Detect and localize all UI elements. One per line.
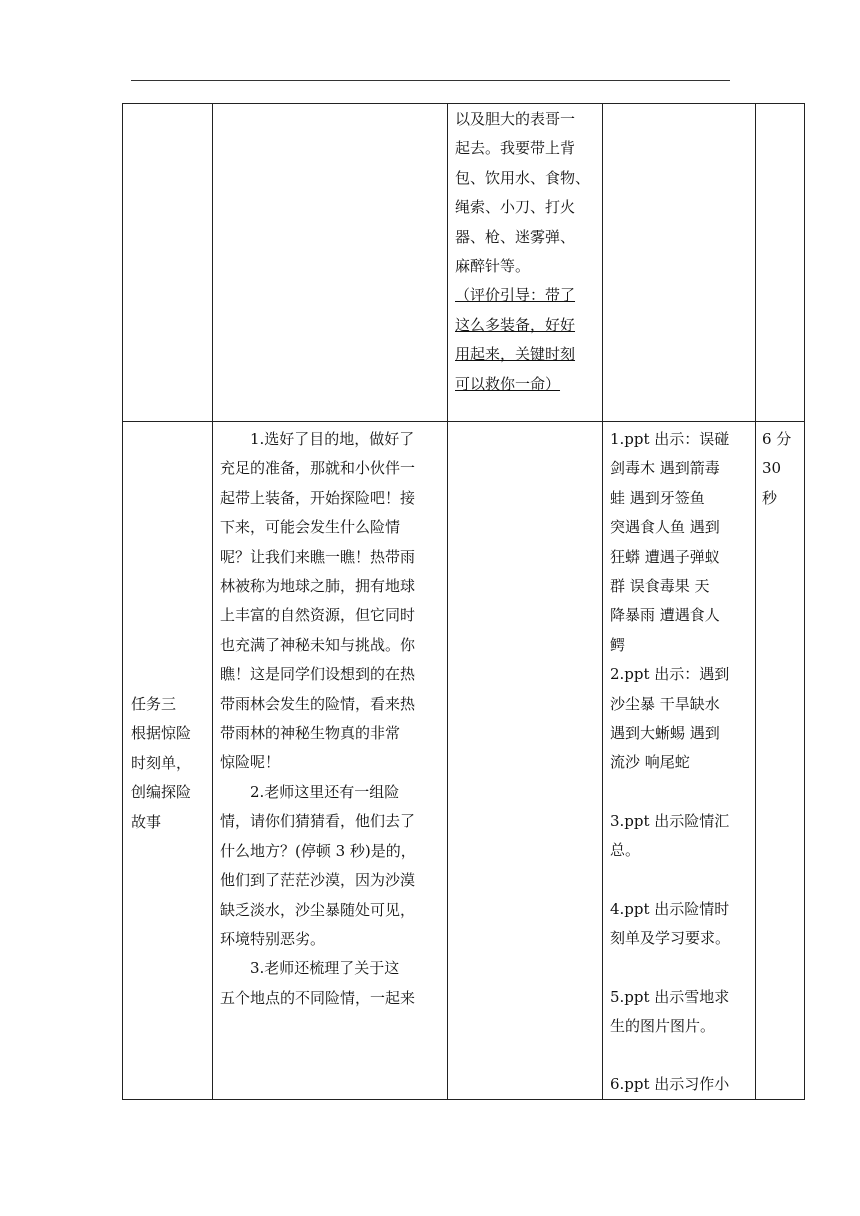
- teacher-paragraph: [220, 778, 442, 954]
- paragraph-line: 带雨林的神秘生物真的非常: [220, 724, 401, 743]
- content-line: 以及胆大的表哥一: [455, 110, 576, 128]
- media-line: 生的图片图片。: [610, 1016, 716, 1035]
- task-line: 任务三: [131, 695, 177, 713]
- media-line: 1.ppt 出示：误碰: [610, 430, 730, 448]
- media-line: 降暴雨 遭遇食人: [610, 606, 720, 625]
- media-line: 鳄: [610, 635, 626, 654]
- evaluation-line: （评价引导：带了: [455, 286, 576, 305]
- paragraph-line: 瞧！这是同学们设想到的在热: [220, 665, 416, 684]
- media-line: 沙尘暴 干旱缺水: [610, 694, 720, 713]
- media-line: 流沙 响尾蛇: [610, 753, 690, 772]
- paragraph-line: 情，请你们猜猜看，他们去了: [220, 812, 416, 831]
- evaluation-line: 可以救你一命）: [455, 374, 561, 393]
- media-line: 狂蟒 遭遇子弹蚁: [610, 547, 720, 566]
- media-line: 总。: [610, 841, 641, 860]
- media-line: 6.ppt 出示习作小: [610, 1075, 730, 1094]
- teacher-paragraph: [220, 425, 442, 778]
- table-border: [755, 103, 756, 1100]
- task-line: 时刻单，: [131, 753, 192, 772]
- spacer: [610, 778, 750, 807]
- paragraph-line: 他们到了茫茫沙漠，因为沙漠: [220, 871, 416, 890]
- table-border: [122, 103, 804, 104]
- paragraph-line: 什么地方？(停顿 3 秒)是的，: [220, 841, 416, 860]
- media-line: 4.ppt 出示险情时: [610, 899, 730, 918]
- table-border: [804, 103, 805, 1100]
- media-line: 突遇食人鱼 遇到: [610, 518, 720, 537]
- content-line: 麻醉针等。: [455, 257, 531, 276]
- table-border: [122, 103, 123, 1100]
- spacer: [610, 1041, 750, 1070]
- task-line: 故事: [131, 812, 162, 831]
- table-border: [122, 421, 804, 422]
- teacher-paragraph: [220, 954, 442, 1013]
- media-line: 遇到大蜥蜴 遇到: [610, 724, 720, 743]
- paragraph-line: 上丰富的自然资源，但它同时: [220, 606, 416, 625]
- time-line: 秒: [762, 488, 778, 507]
- evaluation-line: 这么多装备，好好: [455, 315, 576, 334]
- content-line: 绳索、小刀、打火: [455, 198, 576, 217]
- paragraph-line: 也充满了神秘未知与挑战。你: [220, 635, 416, 654]
- task-name-cell: [131, 690, 211, 837]
- content-line: 包、饮用水、食物、: [455, 168, 591, 187]
- paragraph-line: 林被称为地球之肺，拥有地球: [220, 577, 416, 596]
- table-border: [212, 103, 213, 1100]
- media-line: 2.ppt 出示：遇到: [610, 665, 730, 684]
- paragraph-line: 1.选好了目的地，做好了: [250, 430, 415, 448]
- media-line: 蛙 遇到牙签鱼: [610, 488, 705, 507]
- student-activity-cell: [455, 105, 597, 399]
- paragraph-line: 五个地点的不同险情，一起来: [220, 988, 416, 1007]
- paragraph-line: 呢？让我们来瞧一瞧！热带雨: [220, 547, 416, 566]
- task-line: 创编探险: [131, 783, 192, 802]
- paragraph-line: 起带上装备，开始探险吧！接: [220, 488, 416, 507]
- paragraph-line: 2.老师这里还有一组险: [250, 782, 400, 801]
- time-line: 30: [762, 459, 782, 478]
- media-block: [610, 983, 750, 1042]
- content-line: 起去。我要带上背: [455, 139, 576, 158]
- media-block: [610, 807, 750, 866]
- paragraph-line: 3.老师还梳理了关于这: [250, 959, 400, 978]
- media-line: 3.ppt 出示险情汇: [610, 811, 730, 830]
- media-block: [610, 660, 750, 778]
- media-line: 5.ppt 出示雪地求: [610, 987, 730, 1006]
- evaluation-line: 用起来，关键时刻: [455, 345, 576, 364]
- spacer: [610, 954, 750, 983]
- paragraph-line: 缺乏淡水，沙尘暴随处可见，: [220, 900, 416, 919]
- paragraph-line: 充足的准备，那就和小伙伴一: [220, 459, 416, 478]
- time-line: 6 分: [762, 430, 792, 448]
- paragraph-line: 带雨林会发生的险情，看来热: [220, 694, 416, 713]
- media-block: [610, 1070, 750, 1099]
- table-border: [447, 103, 448, 1100]
- table-border: [602, 103, 603, 1100]
- paragraph-line: 环境特别恶劣。: [220, 929, 326, 948]
- time-cell: [762, 425, 802, 513]
- media-block: [610, 425, 750, 660]
- media-line: 剑毒木 遇到箭毒: [610, 459, 720, 478]
- spacer: [610, 866, 750, 895]
- task-line: 根据惊险: [131, 724, 192, 743]
- media-line: 群 误食毒果 天: [610, 577, 710, 596]
- media-block: [610, 895, 750, 954]
- media-line: 刻单及学习要求。: [610, 929, 731, 948]
- media-cell: [610, 425, 750, 1100]
- paragraph-line: 惊险呢！: [220, 753, 281, 772]
- teacher-activity-cell: [220, 425, 442, 1013]
- content-line: 器、枪、迷雾弹、: [455, 227, 576, 246]
- paragraph-line: 下来，可能会发生什么险情: [220, 518, 401, 537]
